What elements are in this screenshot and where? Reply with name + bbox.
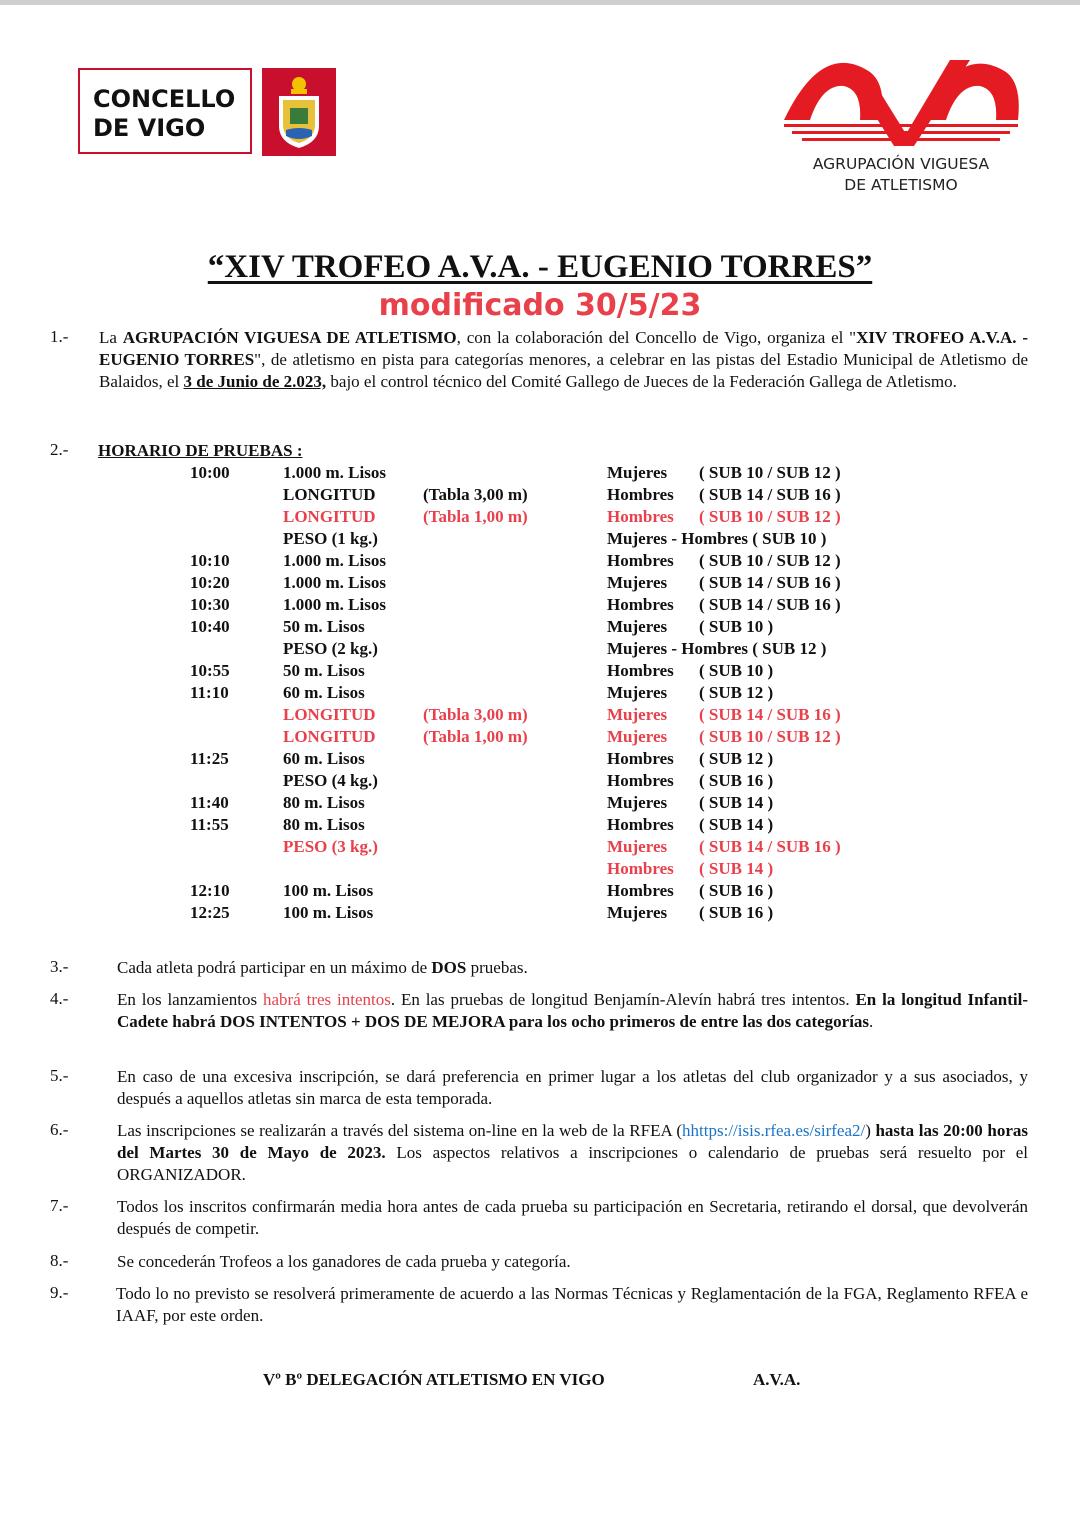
schedule-event: PESO (4 kg.): [283, 771, 378, 790]
schedule-row: [0, 792, 1080, 814]
schedule-cat: ( SUB 10 / SUB 12 ): [699, 551, 841, 570]
schedule-row: [0, 902, 1080, 924]
schedule-sex: Mujeres: [607, 837, 668, 856]
schedule-sex: Mujeres: [607, 705, 668, 724]
concello-logo-box: [78, 68, 252, 154]
schedule-event: 1.000 m. Lisos: [283, 551, 386, 570]
schedule-time: 11:10: [190, 683, 229, 702]
section-9-number: 9.-: [50, 1283, 69, 1302]
s1-org-name: AGRUPACIÓN VIGUESA DE ATLETISMO: [122, 328, 457, 347]
schedule-row: [0, 572, 1080, 594]
schedule-event: 1.000 m. Lisos: [283, 573, 386, 592]
schedule-time: 10:30: [190, 595, 230, 614]
concello-logo-line2: DE VIGO: [93, 114, 206, 142]
s1-text-c: ", de atletismo en pista para categorías menores, a celebrar en las pistas del Estadio Municipal de Atletismo de Balaidos, el: [99, 350, 1028, 391]
rfea-registration-link[interactable]: hhttps://isis.rfea.es/sirfea2/: [682, 1121, 866, 1140]
ava-logo-text: AVA: [901, 114, 903, 115]
schedule-cat: ( SUB 14 / SUB 16 ): [699, 837, 841, 856]
vigo-coat-of-arms-icon: [262, 68, 336, 156]
schedule-cat: ( SUB 16 ): [699, 881, 774, 900]
schedule-row: [0, 858, 1080, 880]
s4-text-a: En los lanzamientos: [117, 990, 263, 1009]
schedule-row: [0, 836, 1080, 858]
schedule-event: 100 m. Lisos: [283, 903, 374, 922]
schedule-cat: ( SUB 14 ): [699, 859, 774, 878]
schedule-sex: Hombres: [607, 661, 674, 680]
s6-deadline: hasta las 20:00 horas del Martes 30 de Mayo de 2023.: [117, 1121, 1028, 1162]
schedule-event: LONGITUD: [283, 485, 376, 504]
schedule-sex: Hombres: [607, 881, 674, 900]
schedule-sex: Mujeres - Hombres ( SUB 10 ): [607, 529, 827, 548]
ava-logo-mark-icon: [782, 50, 1022, 154]
schedule-sex: Hombres: [607, 859, 674, 878]
schedule-row: [0, 616, 1080, 638]
schedule-event: LONGITUD: [283, 727, 376, 746]
schedule-note: (Tabla 3,00 m): [423, 705, 528, 724]
ava-caption-line2: DE ATLETISMO: [844, 176, 958, 194]
schedule-row: [0, 770, 1080, 792]
schedule-event: 50 m. Lisos: [283, 617, 365, 636]
schedule-sex: Mujeres - Hombres ( SUB 12 ): [607, 639, 827, 658]
section-1-text: [99, 327, 1028, 393]
s6-text-a: Las inscripciones se realizarán a través del sistema on-line en la web de la RFEA (: [117, 1121, 683, 1140]
schedule-event: 80 m. Lisos: [283, 793, 365, 812]
schedule-cat: ( SUB 16 ): [699, 771, 774, 790]
section-7-text: Todos los inscritos confirmarán media hora antes de cada prueba su participación en Secretaria, retirando el dorsal, que devolverán después de competir.: [117, 1197, 1028, 1238]
schedule-sex: Mujeres: [607, 573, 668, 592]
schedule-row: [0, 660, 1080, 682]
section-3-number: 3.-: [50, 957, 69, 976]
schedule-cat: ( SUB 14 / SUB 16 ): [699, 595, 841, 614]
schedule-time: 12:10: [190, 881, 230, 900]
schedule-event: 60 m. Lisos: [283, 683, 365, 702]
section-6-text: [117, 1120, 1028, 1186]
s1-text-d: bajo el control técnico del Comité Gallego de Jueces de la Federación Gallega de Atletismo.: [326, 372, 957, 391]
s4-bold-text: En la longitud Infantil-Cadete habrá DOS INTENTOS + DOS DE MEJORA para los ocho primeros de entre las dos categorías: [117, 990, 1028, 1031]
section-5-number: 5.-: [50, 1066, 69, 1085]
schedule-row: [0, 484, 1080, 506]
section-3-text: [117, 957, 1028, 979]
schedule-sex: Hombres: [607, 771, 674, 790]
schedule-sex: Hombres: [607, 551, 674, 570]
schedule-event: PESO (3 kg.): [283, 837, 378, 856]
schedule-sex: Hombres: [607, 485, 674, 504]
signature-footer: [263, 1369, 801, 1391]
schedule-event: 1.000 m. Lisos: [283, 595, 386, 614]
section-1-number: 1.-: [50, 327, 69, 346]
s3-text-a: Cada atleta podrá participar en un máximo de: [117, 958, 432, 977]
footer-delegation: Vº Bº DELEGACIÓN ATLETISMO EN VIGO: [263, 1370, 605, 1389]
section-2-number: 2.-: [50, 440, 69, 459]
schedule-time: 10:00: [190, 463, 230, 482]
schedule-event: 80 m. Lisos: [283, 815, 365, 834]
schedule-event: LONGITUD: [283, 705, 376, 724]
schedule-time: 10:20: [190, 573, 230, 592]
schedule-time: 10:55: [190, 661, 230, 680]
schedule-event: 100 m. Lisos: [283, 881, 374, 900]
section-7-number: 7.-: [50, 1196, 69, 1215]
s4-text-b: . En las pruebas de longitud Benjamín-Alevín habrá tres intentos.: [390, 990, 856, 1009]
s1-text-a: La: [99, 328, 123, 347]
document-title: [0, 247, 1080, 287]
schedule-time: 12:25: [190, 903, 230, 922]
schedule-event: 50 m. Lisos: [283, 661, 365, 680]
ava-caption-line1: AGRUPACIÓN VIGUESA: [812, 155, 990, 173]
document-title-text: “XIV TROFEO A.V.A. - EUGENIO TORRES”: [207, 249, 873, 285]
schedule-row: [0, 726, 1080, 748]
schedule-cat: ( SUB 10 / SUB 12 ): [699, 727, 841, 746]
schedule-sex: Hombres: [607, 815, 674, 834]
concello-logo-line1: CONCELLO: [93, 85, 236, 113]
s4-red-text: habrá tres intentos: [263, 990, 391, 1009]
schedule-cat: ( SUB 10 ): [699, 617, 774, 636]
schedule-note: (Tabla 1,00 m): [423, 727, 528, 746]
s1-trophy-name: XIV TROFEO A.V.A. - EUGENIO TORRES: [99, 328, 1029, 369]
s6-text-b: ): [865, 1121, 876, 1140]
section-5-text: En caso de una excesiva inscripción, se dará preferencia en primer lugar a los atletas del club organizador y a sus asociados, y después a aquellos atletas sin marca de esta temporada.: [117, 1067, 1028, 1108]
footer-ava: A.V.A.: [753, 1370, 801, 1389]
schedule-cat: ( SUB 14 / SUB 16 ): [699, 705, 841, 724]
schedule-time: 10:10: [190, 551, 230, 570]
s4-text-c: .: [869, 1012, 874, 1031]
top-border: [0, 0, 1080, 5]
schedule-cat: ( SUB 10 ): [699, 661, 774, 680]
schedule-time: 11:25: [190, 749, 229, 768]
section-8-number: 8.-: [50, 1251, 69, 1270]
section-8-text: Se concederán Trofeos a los ganadores de cada prueba y categoría.: [117, 1252, 571, 1271]
schedule-sex: Mujeres: [607, 683, 668, 702]
schedule-row: [0, 528, 1080, 550]
schedule-event: PESO (2 kg.): [283, 639, 378, 658]
concello-de-vigo-logo: [78, 68, 336, 158]
s1-text-b: , con la colaboración del Concello de Vigo, organiza el ": [456, 328, 857, 347]
s6-text-c: Los aspectos relativos a inscripciones o calendario de pruebas será resuelto por el ORGANIZADOR.: [117, 1143, 1028, 1184]
schedule-row: [0, 814, 1080, 836]
schedule-sex: Hombres: [607, 595, 674, 614]
schedule-sex: Hombres: [607, 507, 674, 526]
schedule-heading: HORARIO DE PRUEBAS :: [98, 441, 303, 460]
section-4-number: 4.-: [50, 989, 69, 1008]
schedule-row: [0, 880, 1080, 902]
schedule-row: [0, 550, 1080, 572]
ava-logo: [782, 50, 1032, 200]
schedule-cat: ( SUB 14 ): [699, 815, 774, 834]
ava-caption: [782, 154, 1020, 196]
schedule-row: [0, 638, 1080, 660]
schedule-row: [0, 704, 1080, 726]
schedule-row: [0, 748, 1080, 770]
schedule-cat: ( SUB 14 ): [699, 793, 774, 812]
schedule-cat: ( SUB 10 / SUB 12 ): [699, 463, 841, 482]
schedule-cat: ( SUB 14 / SUB 16 ): [699, 573, 841, 592]
schedule-sex: Mujeres: [607, 463, 668, 482]
schedule-sex: Mujeres: [607, 617, 668, 636]
schedule-cat: ( SUB 12 ): [699, 683, 774, 702]
schedule-row: [0, 506, 1080, 528]
schedule-row: [0, 682, 1080, 704]
document-subtitle: modificado 30/5/23: [378, 288, 702, 323]
section-9-text: Todo lo no previsto se resolverá primeramente de acuerdo a las Normas Técnicas y Reglamentación de la FGA, Reglamento RFEA e IAAF, por este orden.: [116, 1284, 1028, 1325]
s3-bold: DOS: [431, 958, 467, 977]
schedule-note: (Tabla 1,00 m): [423, 507, 528, 526]
schedule-sex: Hombres: [607, 749, 674, 768]
section-6-number: 6.-: [50, 1120, 69, 1139]
schedule-sex: Mujeres: [607, 793, 668, 812]
schedule-row: [0, 594, 1080, 616]
schedule-note: (Tabla 3,00 m): [423, 485, 528, 504]
s3-text-b: pruebas.: [466, 958, 528, 977]
schedule-time: 11:55: [190, 815, 229, 834]
schedule-cat: ( SUB 14 / SUB 16 ): [699, 485, 841, 504]
schedule-cat: ( SUB 12 ): [699, 749, 774, 768]
schedule-cat: ( SUB 16 ): [699, 903, 774, 922]
schedule-event: LONGITUD: [283, 507, 376, 526]
schedule-time: 11:40: [190, 793, 229, 812]
schedule-sex: Mujeres: [607, 903, 668, 922]
schedule-cat: ( SUB 10 / SUB 12 ): [699, 507, 841, 526]
schedule-event: 60 m. Lisos: [283, 749, 365, 768]
schedule-event: 1.000 m. Lisos: [283, 463, 386, 482]
schedule-time: 10:40: [190, 617, 230, 636]
section-4-text: [117, 989, 1028, 1033]
schedule-sex: Mujeres: [607, 727, 668, 746]
schedule-row: [0, 462, 1080, 484]
s1-event-date: 3 de Junio de 2.023,: [183, 372, 327, 391]
schedule-event: PESO (1 kg.): [283, 529, 378, 548]
